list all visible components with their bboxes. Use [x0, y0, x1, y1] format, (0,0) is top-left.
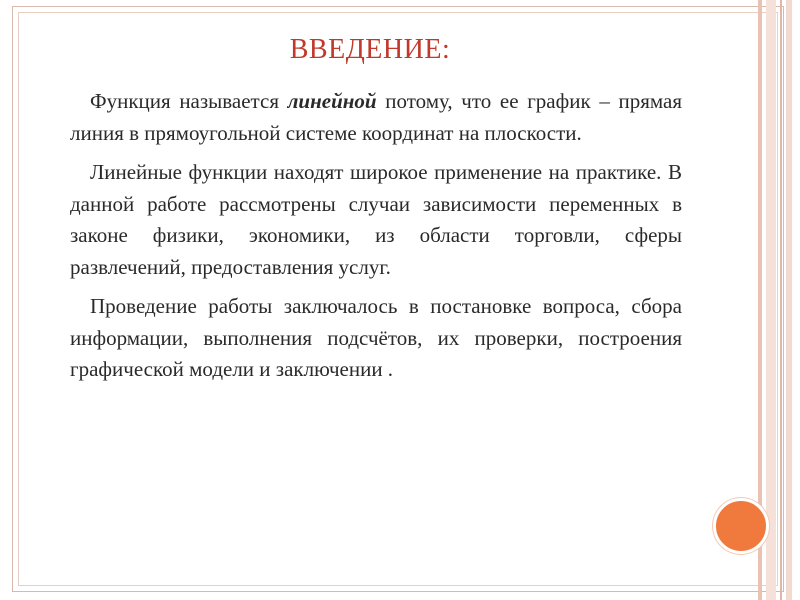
paragraph-3: Проведение работы заключалось в постановке вопроса, сбора информации, выполнения подсчётов, их проверки, построения графической модели и заключении . [70, 294, 682, 381]
paragraph-1-lead: Функция называется [90, 89, 288, 113]
paragraph-1 [70, 86, 682, 149]
decorative-bar [780, 0, 782, 600]
slide-title: ВВЕДЕНИЕ: [289, 34, 451, 65]
decorative-bar [766, 0, 776, 600]
accent-circle [713, 498, 769, 554]
slide-body [70, 86, 682, 394]
paragraph-1-rest: потому, что ее график – прямая линия в прямоугольной системе координат на плоскости. [70, 89, 683, 145]
paragraph-2: Линейные функции находят широкое применение на практике. В данной работе рассмотрены случаи зависимости переменных в законе физики, экономики, из области торговли, сферы развлечений, предоставления услуг. [70, 160, 682, 279]
decorative-bar [786, 0, 792, 600]
emphasized-term: линейной [287, 89, 377, 113]
